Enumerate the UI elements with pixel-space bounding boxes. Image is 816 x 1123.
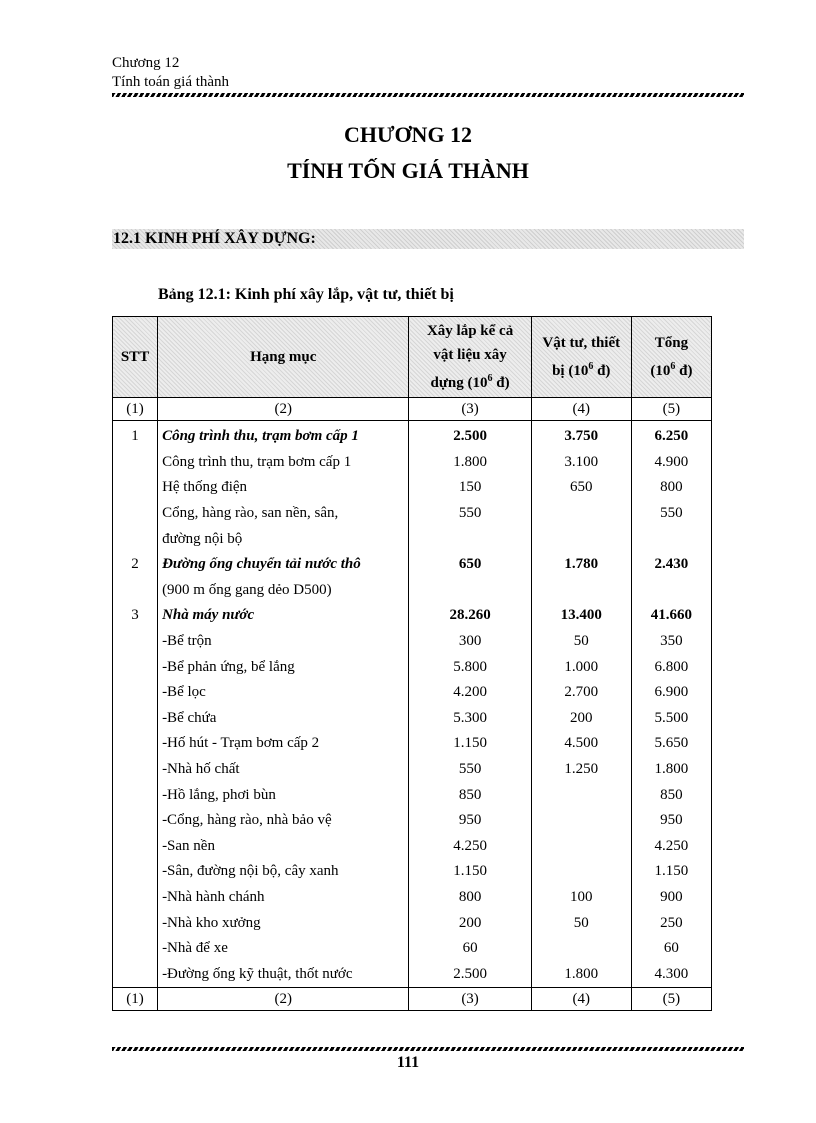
row-construction-cost: 850 [409, 782, 531, 808]
row-item-name: Công trình thu, trạm bơm cấp 1 [158, 421, 409, 450]
row-total-cost: 5.650 [631, 731, 711, 757]
table-row [113, 450, 712, 476]
row-item-name: -Cổng, hàng rào, nhà bảo vệ [158, 808, 409, 834]
header-construction-line1: Xây lắp kể cả [426, 323, 514, 339]
row-item-name: Công trình thu, trạm bơm cấp 1 [158, 450, 409, 476]
table-row [113, 475, 712, 501]
table-row [113, 961, 712, 987]
header-equipment-line1: Vật tư, thiết [542, 335, 621, 351]
row-stt [113, 808, 158, 834]
row-construction-cost: 60 [409, 936, 531, 962]
column-number: (3) [409, 398, 531, 421]
row-total-cost: 2.430 [631, 552, 711, 578]
cost-table [112, 316, 712, 1011]
row-total-cost: 6.250 [631, 421, 711, 450]
row-stt [113, 961, 158, 987]
header-equipment-exponent: 6 [588, 361, 594, 372]
row-total-cost [631, 578, 711, 604]
row-equipment-cost: 1.800 [531, 961, 631, 987]
row-equipment-cost: 2.700 [531, 680, 631, 706]
header-total-line1: Tổng [654, 335, 689, 351]
column-number: (3) [409, 988, 531, 1011]
table-row [113, 501, 712, 527]
column-number: (5) [631, 398, 711, 421]
row-stt [113, 475, 158, 501]
header-equipment-line2: bị (10 [552, 363, 589, 379]
row-construction-cost: 4.250 [409, 834, 531, 860]
table-row [113, 757, 712, 783]
table-row [113, 578, 712, 604]
table-row [113, 782, 712, 808]
row-stt [113, 936, 158, 962]
row-construction-cost: 1.150 [409, 731, 531, 757]
table-caption: Bảng 12.1: Kinh phí xây lắp, vật tư, thiết bị [158, 286, 454, 303]
header-equipment-unit: đ) [593, 363, 611, 379]
row-construction-cost: 5.300 [409, 706, 531, 732]
row-equipment-cost [531, 526, 631, 552]
row-total-cost: 60 [631, 936, 711, 962]
table-row [113, 910, 712, 936]
row-equipment-cost [531, 859, 631, 885]
row-item-name: -Sân, đường nội bộ, cây xanh [158, 859, 409, 885]
row-item-name: -Bể phản ứng, bể lắng [158, 654, 409, 680]
row-item-name: Cổng, hàng rào, san nền, sân, [158, 501, 409, 527]
row-total-cost: 1.800 [631, 757, 711, 783]
row-total-cost: 1.150 [631, 859, 711, 885]
row-stt [113, 757, 158, 783]
row-item-name: Hệ thống điện [158, 475, 409, 501]
row-construction-cost: 4.200 [409, 680, 531, 706]
row-item-name: -Nhà hố chất [158, 757, 409, 783]
row-construction-cost: 550 [409, 757, 531, 783]
header-stt: STT [113, 317, 158, 398]
row-construction-cost: 200 [409, 910, 531, 936]
row-equipment-cost: 3.750 [531, 421, 631, 450]
row-construction-cost: 950 [409, 808, 531, 834]
row-item-name: đường nội bộ [158, 526, 409, 552]
row-total-cost: 6.900 [631, 680, 711, 706]
column-number-footer-row [113, 988, 712, 1011]
row-item-name: -Nhà kho xưởng [158, 910, 409, 936]
header-item: Hạng mục [158, 317, 409, 398]
row-equipment-cost [531, 501, 631, 527]
row-equipment-cost [531, 936, 631, 962]
row-stt [113, 578, 158, 604]
row-total-cost: 900 [631, 885, 711, 911]
row-stt: 2 [113, 552, 158, 578]
table-body [113, 421, 712, 988]
table-row [113, 629, 712, 655]
row-total-cost: 41.660 [631, 603, 711, 629]
table-row [113, 654, 712, 680]
table-row [113, 808, 712, 834]
row-construction-cost: 5.800 [409, 654, 531, 680]
row-item-name: (900 m ống gang dẻo D500) [158, 578, 409, 604]
footer-divider [112, 1047, 744, 1051]
row-item-name: -Hồ lắng, phơi bùn [158, 782, 409, 808]
table-row [113, 603, 712, 629]
row-equipment-cost: 100 [531, 885, 631, 911]
row-equipment-cost: 650 [531, 475, 631, 501]
row-item-name: -Nhà để xe [158, 936, 409, 962]
table-row [113, 834, 712, 860]
row-item-name: -Hố hút - Trạm bơm cấp 2 [158, 731, 409, 757]
table-row [113, 859, 712, 885]
row-equipment-cost [531, 578, 631, 604]
row-equipment-cost: 1.250 [531, 757, 631, 783]
column-number: (1) [113, 988, 158, 1011]
row-equipment-cost: 1.780 [531, 552, 631, 578]
header-total-unit: đ) [675, 363, 693, 379]
header-construction [409, 317, 531, 398]
column-number-row [113, 398, 712, 421]
row-stt [113, 885, 158, 911]
row-construction-cost: 550 [409, 501, 531, 527]
row-stt [113, 450, 158, 476]
column-number: (5) [631, 988, 711, 1011]
row-stt [113, 680, 158, 706]
row-construction-cost [409, 578, 531, 604]
header-total-exponent: 6 [670, 361, 676, 372]
row-stt [113, 834, 158, 860]
header-total-line2: (10 [650, 363, 671, 379]
row-equipment-cost: 4.500 [531, 731, 631, 757]
row-total-cost: 4.250 [631, 834, 711, 860]
chapter-number: CHƯƠNG 12 [343, 122, 473, 147]
row-stt [113, 526, 158, 552]
column-number: (2) [158, 988, 409, 1011]
header-construction-line2: vật liệu xây [433, 347, 507, 363]
page-number: 111 [396, 1054, 420, 1071]
row-construction-cost: 800 [409, 885, 531, 911]
running-header-chapter: Chương 12 [112, 55, 180, 71]
row-construction-cost: 2.500 [409, 961, 531, 987]
header-total [631, 317, 711, 398]
header-divider [112, 93, 744, 97]
section-heading [112, 229, 744, 249]
row-item-name: -San nền [158, 834, 409, 860]
row-total-cost: 350 [631, 629, 711, 655]
row-stt [113, 859, 158, 885]
header-construction-unit: đ) [492, 375, 510, 391]
row-equipment-cost [531, 782, 631, 808]
row-item-name: Nhà máy nước [158, 603, 409, 629]
column-number: (4) [531, 398, 631, 421]
row-item-name: -Đường ống kỹ thuật, thốt nước [158, 961, 409, 987]
row-total-cost: 850 [631, 782, 711, 808]
row-construction-cost: 150 [409, 475, 531, 501]
row-stt [113, 782, 158, 808]
table-row [113, 706, 712, 732]
row-construction-cost [409, 526, 531, 552]
column-number: (4) [531, 988, 631, 1011]
table-row [113, 731, 712, 757]
table-row [113, 552, 712, 578]
row-total-cost: 5.500 [631, 706, 711, 732]
row-stt [113, 629, 158, 655]
row-equipment-cost: 50 [531, 629, 631, 655]
column-number: (2) [158, 398, 409, 421]
row-total-cost: 4.900 [631, 450, 711, 476]
row-construction-cost: 650 [409, 552, 531, 578]
row-stt: 1 [113, 421, 158, 450]
row-stt [113, 910, 158, 936]
row-construction-cost: 1.800 [409, 450, 531, 476]
row-stt [113, 654, 158, 680]
header-construction-line3: dựng (10 [430, 375, 488, 391]
row-construction-cost: 28.260 [409, 603, 531, 629]
row-equipment-cost [531, 808, 631, 834]
row-total-cost [631, 526, 711, 552]
header-equipment [531, 317, 631, 398]
chapter-title: TÍNH TỐN GIÁ THÀNH [287, 158, 529, 183]
row-equipment-cost: 200 [531, 706, 631, 732]
row-total-cost: 800 [631, 475, 711, 501]
column-number: (1) [113, 398, 158, 421]
row-stt [113, 706, 158, 732]
row-item-name: -Nhà hành chánh [158, 885, 409, 911]
row-total-cost: 4.300 [631, 961, 711, 987]
table-row [113, 680, 712, 706]
row-stt [113, 501, 158, 527]
table-row [113, 421, 712, 450]
row-construction-cost: 300 [409, 629, 531, 655]
row-total-cost: 6.800 [631, 654, 711, 680]
header-construction-exponent: 6 [487, 373, 493, 384]
row-construction-cost: 1.150 [409, 859, 531, 885]
row-construction-cost: 2.500 [409, 421, 531, 450]
row-item-name: -Bể lọc [158, 680, 409, 706]
section-heading-text: 12.1 KINH PHÍ XÂY DỰNG: [113, 230, 316, 247]
row-equipment-cost: 1.000 [531, 654, 631, 680]
row-item-name: -Bể trộn [158, 629, 409, 655]
table-header-row [113, 317, 712, 398]
row-equipment-cost: 3.100 [531, 450, 631, 476]
row-equipment-cost: 50 [531, 910, 631, 936]
table-row [113, 526, 712, 552]
row-stt [113, 731, 158, 757]
row-item-name: Đường ống chuyển tải nước thô [158, 552, 409, 578]
row-total-cost: 250 [631, 910, 711, 936]
table-row [113, 936, 712, 962]
row-equipment-cost [531, 834, 631, 860]
row-item-name: -Bể chứa [158, 706, 409, 732]
table-row [113, 885, 712, 911]
row-total-cost: 950 [631, 808, 711, 834]
running-header-title: Tính toán giá thành [112, 74, 230, 90]
row-equipment-cost: 13.400 [531, 603, 631, 629]
row-total-cost: 550 [631, 501, 711, 527]
row-stt: 3 [113, 603, 158, 629]
